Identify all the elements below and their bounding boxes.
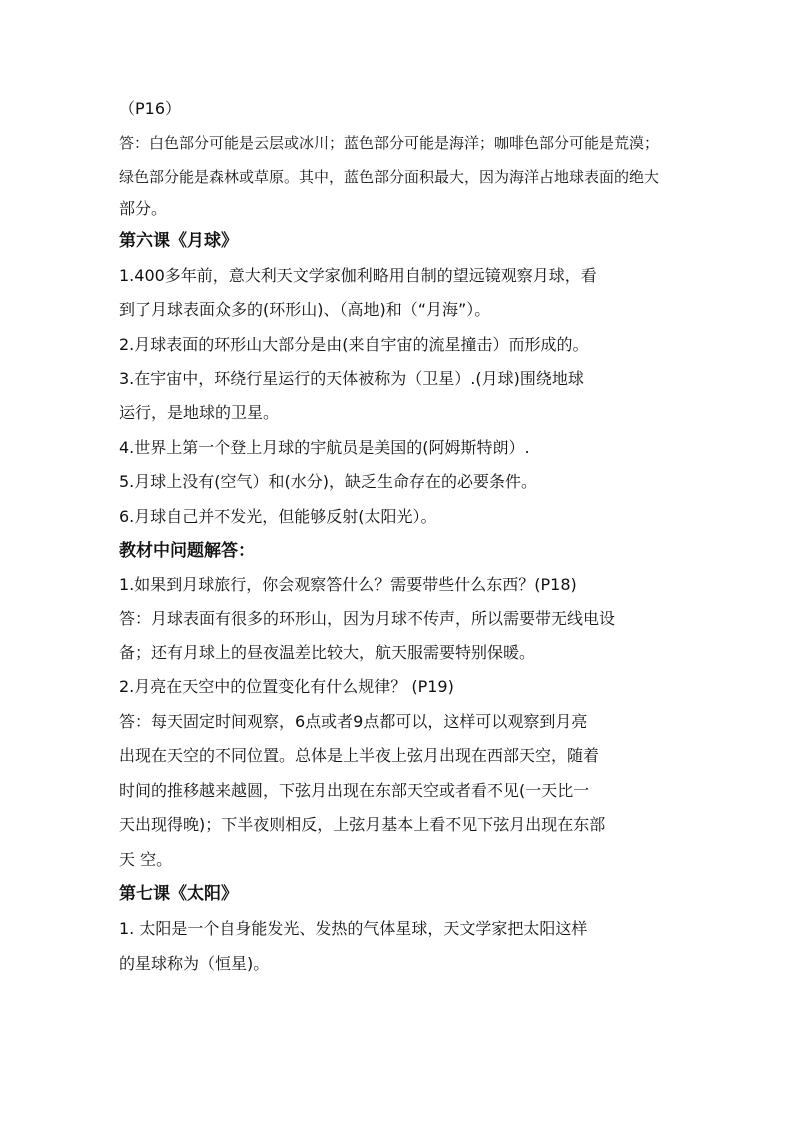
text-line: 1.400多年前，意大利天文学家伽利略用自制的望远镜观察月球，看	[119, 266, 597, 285]
text-line: 答：每天固定时间观察，6点或者9点都可以，这样可以观察到月亮	[119, 712, 588, 731]
section-heading: 教材中问题解答：	[119, 541, 255, 561]
text-line: 时间的推移越来越圆，下弦月出现在东部天空或者看不见(一天比一	[119, 781, 590, 800]
text-line: 1. 太阳是一个自身能发光、发热的气体星球，天文学家把太阳这样	[119, 919, 588, 938]
text-line: 3.在宇宙中，环绕行星运行的天体被称为（卫星）.(月球)围绕地球	[119, 369, 584, 388]
text-line: 答：月球表面有很多的环形山，因为月球不传声，所以需要带无线电设	[119, 609, 616, 628]
text-line: 4.世界上第一个登上月球的宇航员是美国的(阿姆斯特朗）.	[119, 438, 530, 457]
text-line: 出现在天空的不同位置。总体是上半夜上弦月出现在西部天空，随着	[119, 746, 600, 765]
text-line: 1.如果到月球旅行，你会观察答什么？需要带些什么东西？(P18)	[119, 575, 577, 594]
text-line: 答：白色部分可能是云层或冰川；蓝色部分可能是海洋；咖啡色部分可能是荒漠；	[119, 134, 660, 152]
section-heading: 第七课《太阳》	[119, 884, 238, 904]
text-line: 6.月球自己并不发光，但能够反射(太阳光）。	[119, 507, 437, 526]
text-line: 部分。	[119, 199, 168, 218]
text-line: 2.月亮在天空中的位置变化有什么规律？ (P19)	[119, 677, 454, 696]
text-line: 5.月球上没有(空气）和(水分)，缺乏生命存在的必要条件。	[119, 472, 537, 491]
text-line: 的星球称为（恒星)。	[119, 954, 270, 973]
text-line: 运行，是地球的卫星。	[119, 403, 280, 422]
text-line: 2.月球表面的环形山大部分是由(来自宇宙的流星撞击）而形成的。	[119, 335, 589, 354]
text-line: 到了月球表面众多的(环形山)、（高地)和（“月海”）。	[119, 300, 491, 319]
section-heading: 第六课《月球》	[119, 231, 238, 251]
text-line: 天 空。	[119, 850, 173, 869]
text-line: 天出现得晚)；下半夜则相反，上弦月基本上看不见下弦月出现在东部	[119, 815, 606, 834]
text-line: （P16）	[119, 99, 182, 118]
text-line: 绿色部分能是森林或草原。其中，蓝色部分面积最大，因为海洋占地球表面的绝大	[119, 168, 660, 186]
text-line: 备；还有月球上的昼夜温差比较大，航天服需要特别保暖。	[119, 643, 536, 662]
